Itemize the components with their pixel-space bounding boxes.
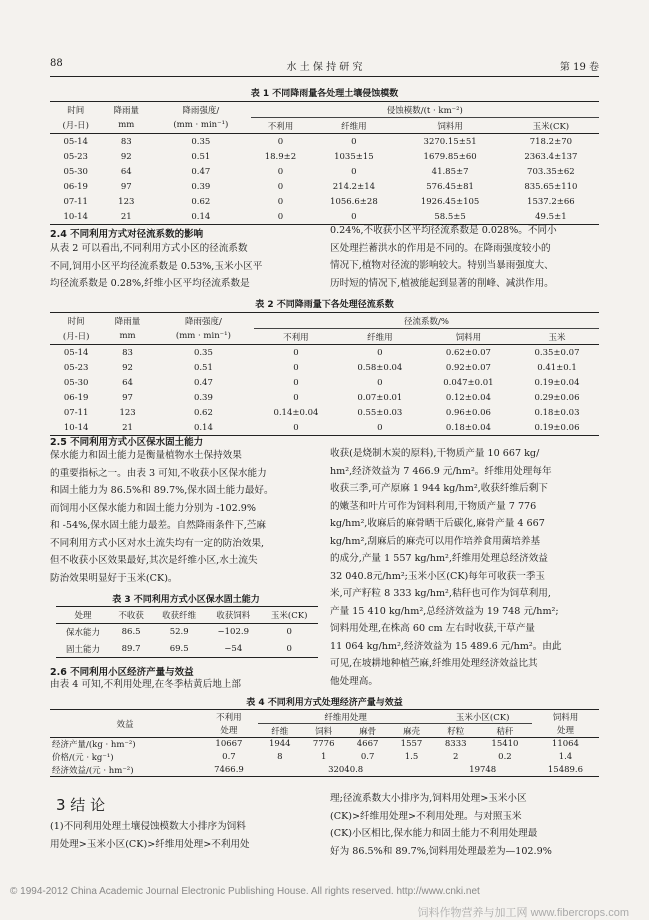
t2-col-int-unit: (mm · min⁻¹) <box>175 331 231 342</box>
text-line: 用处理>玉米小区(CK)>纤维用处理>不利用处 <box>50 838 250 850</box>
text-line: 收获(是烧制木炭的原料),干物质产量 10 667 kg/ <box>330 448 540 459</box>
t2-cell: 21 <box>122 422 133 433</box>
t4-nouse-header: 不利用 <box>216 712 242 723</box>
t4-sub-header: 麻骨 <box>359 726 377 737</box>
text-line: 他处理高。 <box>330 675 378 687</box>
t2-cell: 06-19 <box>63 392 89 403</box>
t4-cell: 1 <box>320 752 327 762</box>
t1-col-int-unit: (mm · min⁻¹) <box>173 120 229 131</box>
sec24-title: 2.4 不同利用方式对径流系数的影响 <box>50 229 204 240</box>
site-watermark: 饲料作物营养与加工网 www.fibercrops.com <box>417 907 629 919</box>
t2-cell: 0 <box>293 422 299 433</box>
table-row <box>56 641 318 658</box>
t4-cell: 2 <box>453 752 459 762</box>
t1-sub-header: 玉米(CK) <box>532 121 570 132</box>
text-line: 可见,在坡耕地种植苎麻,纤维用处理经济效益比其 <box>330 658 538 669</box>
t2-cell: 0.35±0.07 <box>534 347 580 358</box>
t4-sub-header: 麻壳 <box>402 726 420 737</box>
t2-cell: 0.92±0.07 <box>445 362 491 373</box>
t1-cell: 0 <box>351 211 357 222</box>
t4-nouse-header-b: 处理 <box>220 726 238 737</box>
page-number: 88 <box>50 58 63 69</box>
t1-cell: 0 <box>277 181 284 192</box>
t2-cell: 0 <box>293 347 299 358</box>
t2-sub-header: 纤维用 <box>367 332 393 343</box>
t1-cell: 0.35 <box>191 136 211 147</box>
t2-sub-header: 玉米 <box>548 332 566 343</box>
t4-cell: 32040.8 <box>328 764 364 775</box>
t4-cell: 1557 <box>400 739 423 750</box>
conclusion-title: 3 结 论 <box>56 796 106 814</box>
t2-cell: 0.55±0.03 <box>357 407 403 418</box>
t1-cell: 92 <box>120 151 132 162</box>
text-line: 不同利用方式小区对水土流失均有一定的防治效果, <box>50 537 265 549</box>
t2-col-rain-unit: mm <box>119 331 136 342</box>
t2-cell: 0.12±0.04 <box>445 392 491 403</box>
table4-caption: 表 4 不同利用方式处理经济产量与效益 <box>246 698 403 708</box>
t2-col-time: 时间 <box>67 316 85 327</box>
t3-cell: 86.5 <box>121 627 141 638</box>
sec26-text <box>50 676 322 694</box>
t2-cell: 05-30 <box>63 377 89 388</box>
sec24-left-text <box>50 240 322 293</box>
t2-cell: 0.62 <box>193 407 213 418</box>
t2-cell: 123 <box>119 407 136 418</box>
table-row <box>50 405 599 420</box>
t3-header: 处理 <box>74 611 92 621</box>
text-line: 的成分,产量 1 557 kg/hm²,纤维用处理总经济效益 <box>330 553 548 564</box>
t2-cell: 0.41±0.1 <box>537 362 577 373</box>
t4-cell: 10667 <box>215 739 243 750</box>
t1-cell: 1926.45±105 <box>420 196 480 207</box>
text-line: 防治效果明显好于玉米(CK)。 <box>50 572 178 584</box>
text-line: 好为 86.5%和 89.7%,饲料用处理最差为—102.9% <box>330 845 552 857</box>
t1-col-time-unit: (月-日) <box>62 121 89 132</box>
t1-cell: 0.47 <box>191 166 211 177</box>
t2-cell: 0 <box>377 422 383 433</box>
t4-cell: 1944 <box>268 739 291 750</box>
t2-cell: 0.39 <box>193 392 213 403</box>
t4-cell: 15410 <box>491 739 519 750</box>
text-line: 理;径流系数大小排序为,饲料用处理>玉米小区 <box>330 793 527 804</box>
text-line: 情况下,植物对径流的影响较大。特别当暴雨强度大、 <box>330 260 554 271</box>
t2-cell: 0.62±0.07 <box>445 347 491 358</box>
table-row <box>56 624 318 641</box>
t2-cell: 05-23 <box>63 362 89 373</box>
t1-cell: 18.9±2 <box>264 151 297 162</box>
t1-cell: 0 <box>351 136 357 147</box>
t4-cell: 8 <box>277 752 283 762</box>
t1-cell: 0 <box>277 136 284 147</box>
t3-cell: 0 <box>286 627 292 638</box>
t4-cell: 15489.6 <box>547 764 584 775</box>
t1-cell: 05-30 <box>63 166 88 177</box>
text-line: 0.24%,不收获小区平均径流系数是 0.028%。不同小 <box>330 225 557 236</box>
t1-cell: 0.62 <box>191 196 211 207</box>
t3-cell: 52.9 <box>169 627 189 638</box>
text-line: 和 -54%,保水固土能力最差。自然降雨条件下,苎麻 <box>50 520 266 531</box>
t2-cell: 92 <box>122 362 133 373</box>
journal-name: 水 土 保 持 研 究 <box>286 62 363 73</box>
t1-cell: 21 <box>120 211 132 222</box>
t1-cell: 0 <box>277 196 284 207</box>
t1-cell: 06-19 <box>63 181 88 192</box>
text-line: (1)不同利用处理土壤侵蚀模数大小排序为饲料 <box>50 821 246 832</box>
table-row <box>50 390 599 405</box>
t1-cell: 05-14 <box>63 136 88 147</box>
t3-cell: −102.9 <box>217 627 249 638</box>
t1-cell: 05-23 <box>63 151 88 162</box>
text-line: 产量 15 410 kg/hm²,总经济效益为 19 748 元/hm²; <box>330 605 559 617</box>
t2-sub-header: 饲料用 <box>455 332 482 343</box>
t2-cell: 0 <box>293 392 299 403</box>
header-rule <box>50 76 599 77</box>
text-line: kg/hm²,收麻后的麻骨晒干后碳化,麻骨产量 4 667 <box>330 518 545 529</box>
t2-cell: 0.96±0.06 <box>445 407 491 418</box>
text-line: 饲料用处理,在株高 60 cm 左右时收获,干草产量 <box>330 623 536 634</box>
t3-cell: 固土能力 <box>66 644 101 655</box>
t1-col-int: 降雨强度/ <box>182 105 220 116</box>
table-row <box>50 179 599 194</box>
t1-cell: 3270.15±51 <box>423 136 477 147</box>
t1-group-header: 侵蚀模数/(t · km⁻²) <box>251 102 599 118</box>
t1-cell: 0.39 <box>191 181 211 192</box>
t2-cell: 0.47 <box>193 377 213 388</box>
text-line: (CK)小区相比,保水能力和固土能力不利用处理最 <box>330 828 538 839</box>
t4-benefit-header: 效益 <box>50 710 200 738</box>
text-line: 不同,饲用小区平均径流系数是 0.53%,玉米小区平 <box>50 260 263 272</box>
t3-header: 玉米(CK) <box>270 611 308 621</box>
t1-cell: 1679.85±60 <box>423 151 477 162</box>
t2-cell: 0.19±0.06 <box>534 422 580 433</box>
t3-header: 不收获 <box>118 611 144 621</box>
t1-cell: 83 <box>120 136 132 147</box>
t4-cell: 1.4 <box>558 752 573 762</box>
t1-col-rain-unit: mm <box>118 120 135 131</box>
t2-cell: 0.18±0.03 <box>534 407 580 418</box>
t4-feed-header-b: 处理 <box>556 726 574 737</box>
sec25-text <box>50 447 322 587</box>
text-line: 保水能力和固土能力是衡量植物水土保持效果 <box>50 450 242 461</box>
table4 <box>50 709 599 777</box>
t2-sub-header: 不利用 <box>283 332 309 343</box>
t4-cell: 0.2 <box>498 752 512 762</box>
text-line: kg/hm²,刮麻后的麻壳可以用作培养食用菌培养基 <box>330 535 541 547</box>
text-line: 从表 2 可以看出,不同利用方式小区的径流系数 <box>50 243 248 254</box>
text-line: 收获三季,可产原麻 1 944 kg/hm²,收获纤维后剩下 <box>330 483 548 494</box>
t4-feed-header: 饲料用 <box>552 712 579 723</box>
text-line: 的嫩茎和叶片可作为饲料利用,干物质产量 7 776 <box>330 500 537 512</box>
text-line: 32 040.8元/hm²;玉米小区(CK)每年可收获一季玉 <box>330 570 546 582</box>
text-line: 11 064 kg/hm²,经济效益为 15 489.6 元/hm²。由此 <box>330 640 562 652</box>
t2-group-header: 径流系数/% <box>254 313 599 329</box>
t3-cell: −54 <box>224 643 243 654</box>
t1-col-rain: 降雨量 <box>113 105 140 116</box>
sec26-title: 2.6 不同利用小区经济产量与效益 <box>50 667 194 678</box>
economic-text <box>330 445 600 690</box>
t1-cell: 64 <box>120 166 132 177</box>
table1 <box>50 101 599 225</box>
table-row <box>50 764 599 777</box>
copyright-footer: © 1994-2012 China Academic Journal Electronic Publishing House. All rights reserved. http://www.cnki.net <box>10 886 480 897</box>
t4-sub-header: 秸秆 <box>496 726 514 737</box>
table-row <box>50 375 599 390</box>
table-row <box>50 149 599 164</box>
t4-cell: 1.5 <box>404 752 419 762</box>
table-row <box>50 360 599 375</box>
t3-header: 收获纤维 <box>162 611 197 621</box>
t3-cell: 69.5 <box>169 643 189 654</box>
t2-cell: 0 <box>377 347 383 358</box>
t1-col-time: 时间 <box>67 105 85 116</box>
text-line: (CK)>纤维用处理>不利用处理。与对照玉米 <box>330 810 522 822</box>
t2-cell: 64 <box>122 377 133 388</box>
t1-cell: 07-11 <box>63 196 88 207</box>
t4-cell: 0.7 <box>360 752 375 762</box>
t2-cell: 0.14 <box>193 422 213 433</box>
t1-cell: 703.35±62 <box>527 166 575 177</box>
text-line: 但不收获小区效果最好,其次是纤维小区,水土流失 <box>50 555 258 566</box>
t2-col-rain: 降雨量 <box>114 316 141 327</box>
t4-cell: 8333 <box>444 739 467 750</box>
t1-cell: 1537.2±66 <box>527 196 575 207</box>
t3-cell: 保水能力 <box>66 628 101 639</box>
t1-cell: 41.85±7 <box>431 166 469 177</box>
t2-col-time-unit: (月-日) <box>62 332 90 343</box>
t2-cell: 97 <box>122 392 133 403</box>
t4-row-label: 价格/(元 · kg⁻¹) <box>52 753 114 763</box>
table-row <box>50 134 599 150</box>
t2-cell: 0.35 <box>193 347 213 358</box>
t2-cell: 0 <box>293 362 299 373</box>
t1-cell: 2363.4±137 <box>524 151 578 162</box>
table2 <box>50 312 599 436</box>
t1-cell: 0.51 <box>191 151 211 162</box>
t1-sub-header: 饲料用 <box>437 121 463 132</box>
table-row <box>50 751 599 764</box>
text-line: 而饲用小区保水能力和固土能力分别为 -102.9% <box>50 502 256 514</box>
table3 <box>56 606 318 658</box>
t4-cell: 7466.9 <box>214 764 244 775</box>
t2-cell: 0.14±0.04 <box>273 407 319 418</box>
t2-cell: 0.29±0.06 <box>534 392 580 403</box>
t2-cell: 0 <box>377 377 383 388</box>
table-row <box>50 194 599 209</box>
t2-col-int: 降雨强度/ <box>184 316 222 327</box>
text-line: hm²,经济效益为 7 466.9 元/hm²。纤维用处理每年 <box>330 465 552 477</box>
running-header <box>50 58 599 74</box>
t2-cell: 10-14 <box>63 422 89 433</box>
text-line: 由表 4 可知,不利用处理,在冬季枯黄后地上部 <box>50 679 241 690</box>
t1-sub-header: 纤维用 <box>341 121 367 132</box>
t2-cell: 07-11 <box>63 407 89 418</box>
t3-cell: 89.7 <box>121 643 141 654</box>
t1-cell: 576.45±81 <box>426 181 474 192</box>
text-line: 和固土能力为 86.5%和 89.7%,保水固土能力最好。 <box>50 485 274 496</box>
table3-caption: 表 3 不同利用方式小区保水固土能力 <box>112 595 260 605</box>
t3-header: 收获饲料 <box>216 611 251 621</box>
t1-cell: 1056.6±28 <box>330 196 378 207</box>
t1-cell: 1035±15 <box>334 151 374 162</box>
t1-cell: 10-14 <box>63 211 88 222</box>
t4-cell: 4667 <box>356 739 379 750</box>
t1-cell: 0 <box>351 166 357 177</box>
t4-fiber-header: 纤维用处理 <box>258 710 434 724</box>
table1-caption: 表 1 不同降雨量各处理土壤侵蚀模数 <box>250 89 399 99</box>
text-line: 均径流系数是 0.28%,纤维小区平均径流系数是 <box>50 278 250 289</box>
t1-cell: 97 <box>120 181 132 192</box>
t4-sub-header: 纤维 <box>271 726 289 737</box>
t2-cell: 05-14 <box>63 347 89 358</box>
t4-cell: 0.7 <box>222 752 236 762</box>
t4-cell: 19748 <box>469 764 497 775</box>
t1-cell: 0.14 <box>191 211 211 222</box>
t4-corn-header: 玉米小区(CK) <box>433 710 531 724</box>
sec24-right-text <box>330 222 600 292</box>
text-line: 的重要指标之一。由表 3 可知,不收获小区保水能力 <box>50 467 267 479</box>
table2-caption: 表 2 不同降雨量下各处理径流系数 <box>255 300 394 310</box>
conclusion-left-text <box>50 818 322 853</box>
t2-cell: 0.047±0.01 <box>443 377 494 388</box>
t4-sub-header: 籽粒 <box>447 726 465 737</box>
t1-cell: 58.5±5 <box>434 211 466 222</box>
t1-cell: 835.65±110 <box>524 181 578 192</box>
t4-row-label: 经济效益/(元 · hm⁻²) <box>52 765 134 776</box>
t4-cell: 11064 <box>551 739 579 750</box>
t2-cell: 83 <box>122 347 133 358</box>
text-line: 米,可产籽粒 8 333 kg/hm²,秸秆也可作为饲草利用, <box>330 588 551 599</box>
t3-cell: 0 <box>286 643 292 654</box>
t1-cell: 214.2±14 <box>332 181 376 192</box>
t1-cell: 0 <box>277 211 284 222</box>
t2-cell: 0.19±0.04 <box>534 377 580 388</box>
t4-sub-header: 饲料 <box>315 726 333 737</box>
t1-cell: 123 <box>118 196 135 207</box>
t1-cell: 49.5±1 <box>535 211 567 222</box>
sec25-title: 2.5 不同利用方式小区保水固土能力 <box>50 437 204 448</box>
t4-cell: 7776 <box>312 739 335 750</box>
t2-cell: 0.18±0.04 <box>445 422 491 433</box>
text-line: 历时短的情况下,植被能起到显著的削峰、减洪作用。 <box>330 277 554 289</box>
t2-cell: 0.51 <box>193 362 213 373</box>
table-row <box>50 738 599 751</box>
table-row <box>50 345 599 361</box>
conclusion-right-text <box>330 790 600 860</box>
t2-cell: 0 <box>293 377 299 388</box>
t2-cell: 0.58±0.04 <box>357 362 403 373</box>
t1-sub-header: 不利用 <box>267 121 294 132</box>
t1-cell: 0 <box>277 166 284 177</box>
t2-cell: 0.07±0.01 <box>357 392 403 403</box>
table-row <box>50 164 599 179</box>
t1-cell: 718.2±70 <box>529 136 573 147</box>
text-line: 区处理拦蓄洪水的作用是不同的。在降雨强度较小的 <box>330 242 551 254</box>
t4-row-label: 经济产量/(kg · hm⁻²) <box>52 740 136 751</box>
volume-label: 第 19 卷 <box>559 62 599 73</box>
